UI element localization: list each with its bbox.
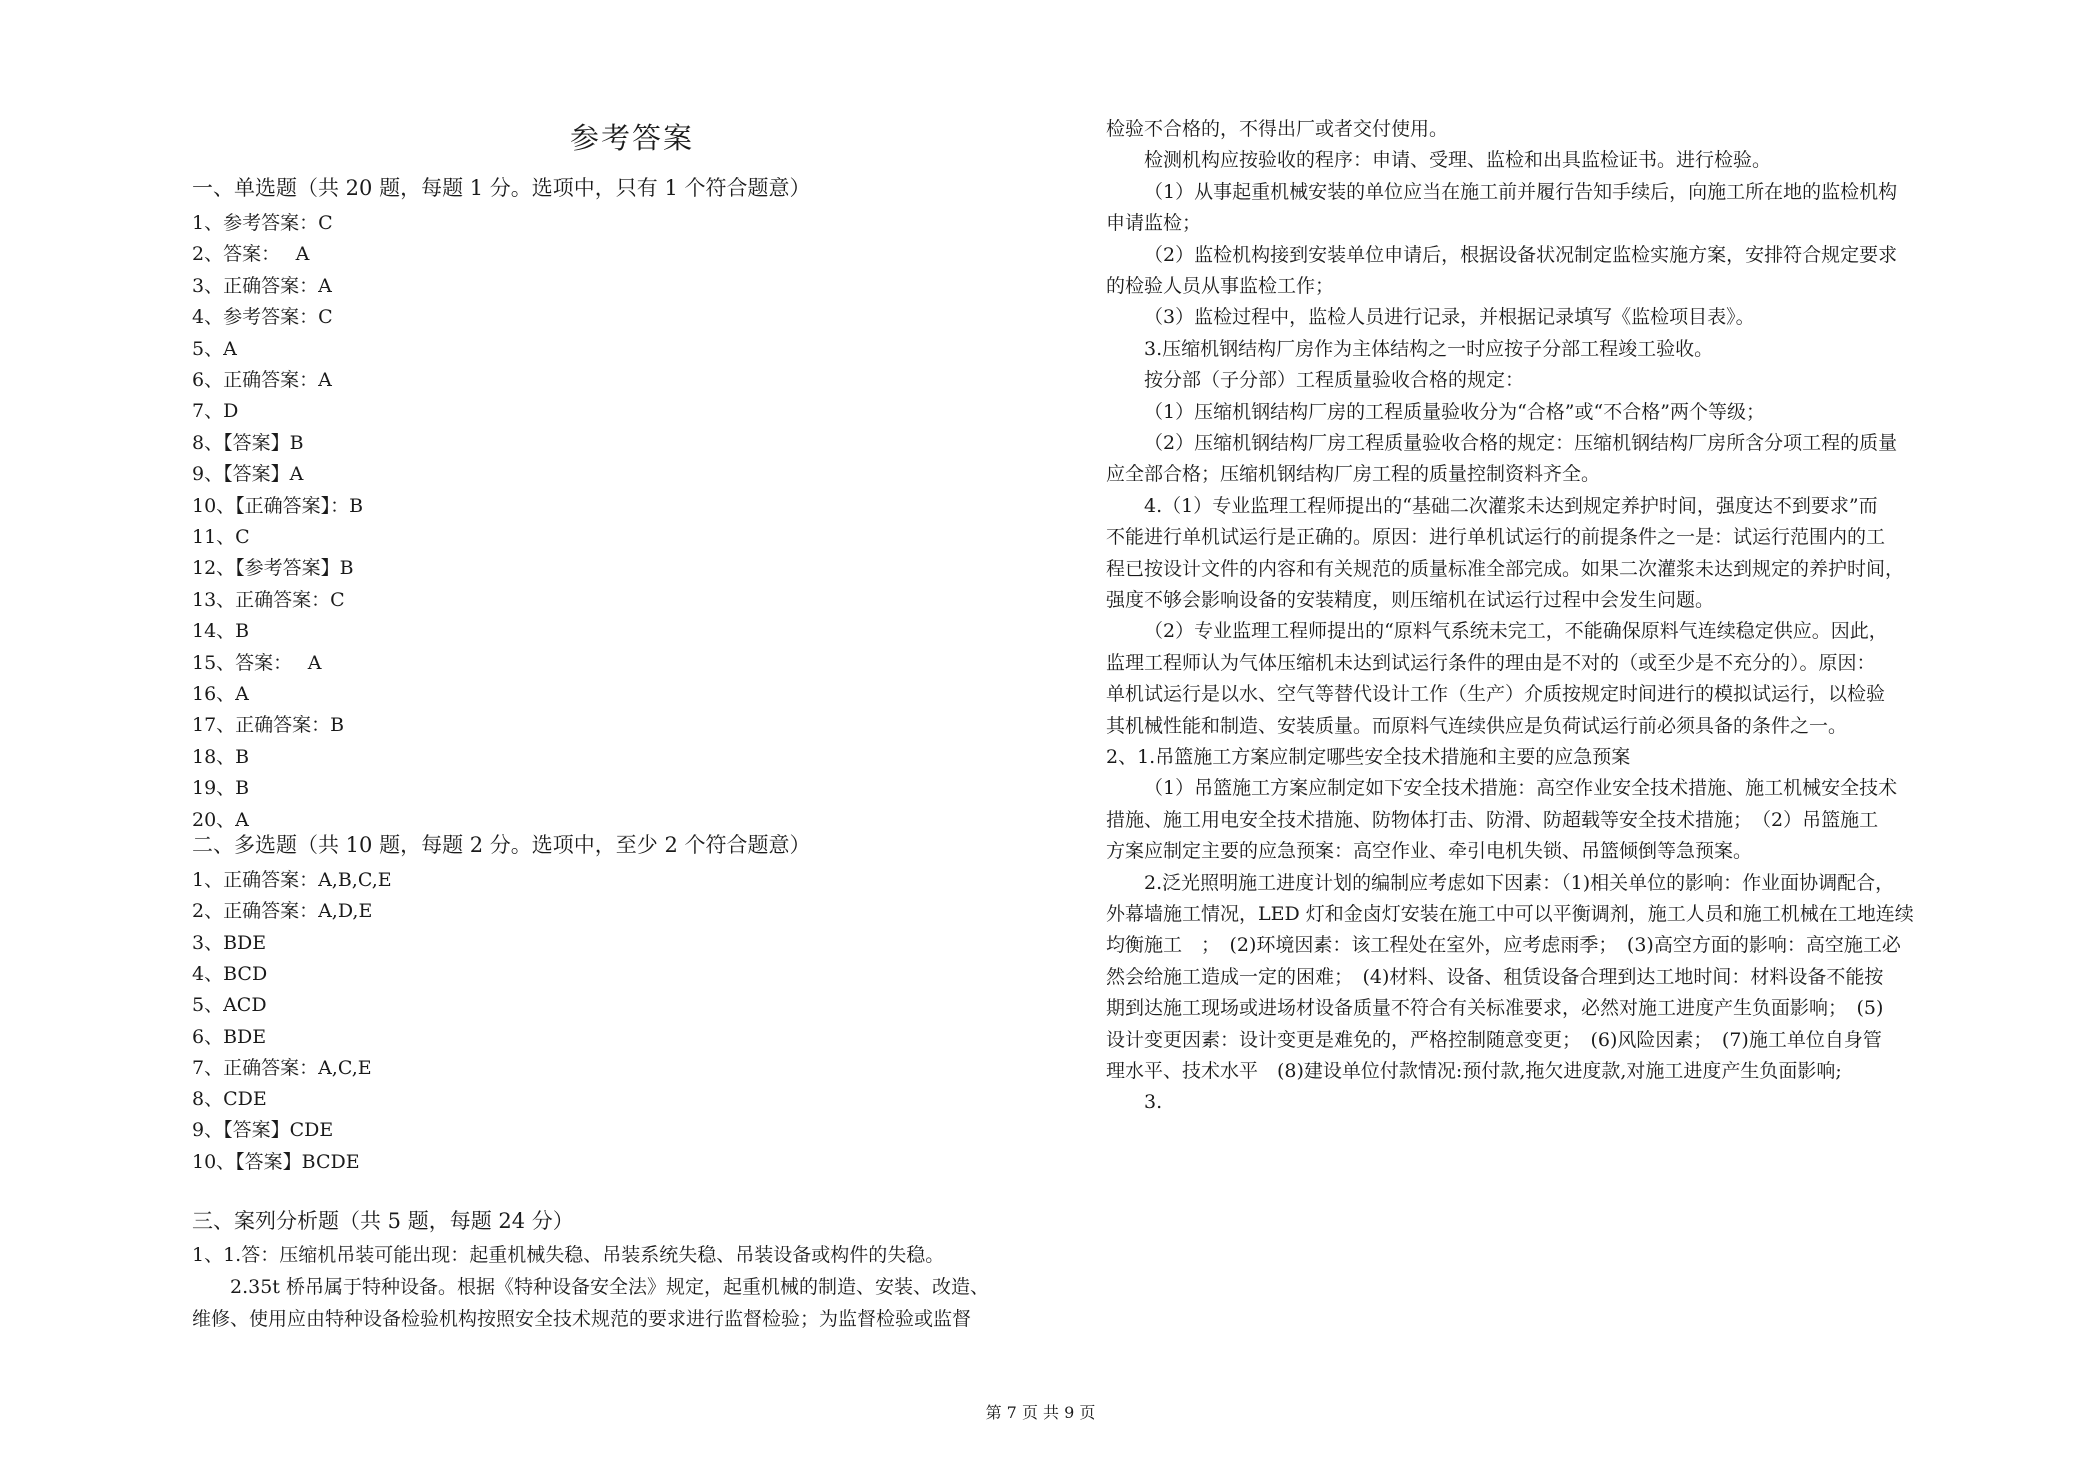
answer-line: 单机试运行是以水、空气等替代设计工作（生产）介质按规定时间进行的模拟试运行，以检验: [1106, 683, 1886, 706]
answer-line: 9、【答案】CDE: [192, 1119, 334, 1142]
answer-line: 10、【正确答案】：B: [192, 494, 364, 517]
section-heading-multiple-choice: 二、多选题（共 10 题，每题 2 分。选项中，至少 2 个符合题意）: [192, 833, 811, 857]
answer-line: 2、正确答案：A,D,E: [192, 900, 373, 923]
case-line: 维修、使用应由特种设备检验机构按照安全技术规范的要求进行监督检验；为监督检验或监督: [192, 1308, 972, 1330]
answer-line: 措施、施工用电安全技术措施、防物体打击、防滑、防超载等安全技术措施； （2）吊篮施工: [1106, 808, 1879, 831]
answer-line: 1、正确答案：A,B,C,E: [192, 869, 392, 891]
answer-line: 按分部（子分部）工程质量验收合格的规定：: [1144, 369, 1525, 392]
answer-line: 监理工程师认为气体压缩机未达到试运行条件的理由是不对的（或至少是不充分的）。原因：: [1106, 651, 1876, 674]
answer-line: 均衡施工 ； (2)环境因素：该工程处在室外，应考虑雨季； (3)高空方面的影响：高空施工必: [1106, 934, 1901, 957]
answer-line: 3、正确答案：A: [192, 274, 332, 297]
answer-line: 应全部合格；压缩机钢结构厂房工程的质量控制资料齐全。: [1106, 463, 1601, 486]
answer-line: 1、参考答案：C: [192, 212, 333, 234]
page-footer: 第 7 页 共 9 页: [985, 1403, 1096, 1422]
answer-line: 外幕墙施工情况，LED 灯和金卤灯安装在施工中可以平衡调剂，施工人员和施工机械在工地连续: [1106, 903, 1914, 925]
answer-line: 7、D: [192, 400, 239, 423]
answer-line: （1）压缩机钢结构厂房的工程质量验收分为“合格”或“不合格”两个等级；: [1144, 400, 1765, 423]
section-heading-single-choice: 一、单选题（共 20 题，每题 1 分。选项中，只有 1 个符合题意）: [192, 176, 811, 200]
answer-line: 13、正确答案：C: [192, 588, 345, 611]
answer-line: 期到达施工现场或进场材设备质量不符合有关标准要求，必然对施工进度产生负面影响； (5): [1106, 997, 1884, 1020]
answer-line: 其机械性能和制造、安装质量。而原料气连续供应是负荷试运行前必须具备的条件之一。: [1106, 714, 1848, 737]
answer-line: 14、B: [192, 620, 250, 643]
answer-line: （2）压缩机钢结构厂房工程质量验收合格的规定：压缩机钢结构厂房所含分项工程的质量: [1144, 432, 1898, 454]
answer-line: 3.: [1144, 1091, 1163, 1114]
section-heading-case-analysis: 三、案列分析题（共 5 题，每题 24 分）: [192, 1209, 574, 1233]
answer-line: 10、【答案】BCDE: [192, 1150, 360, 1173]
answer-line: （1）吊篮施工方案应制定如下安全技术措施：高空作业安全技术措施、施工机械安全技术: [1144, 777, 1898, 800]
answer-line: 理水平、技术水平 (8)建设单位付款情况:预付款,拖欠进度款,对施工进度产生负面影响;: [1106, 1060, 1842, 1082]
answer-line: 程已按设计文件的内容和有关规范的质量标准全部完成。如果二次灌浆未达到规定的养护时间，: [1106, 557, 1905, 580]
answer-line: 4.（1）专业监理工程师提出的“基础二次灌浆未达到规定养护时间，强度达不到要求”而: [1144, 494, 1878, 517]
answer-line: 的检验人员从事监检工作；: [1106, 275, 1335, 297]
answer-line: 检测机构应按验收的程序：申请、受理、监检和出具监检证书。进行检验。: [1144, 149, 1772, 172]
answer-line: 4、参考答案：C: [192, 306, 333, 329]
case-line: 2.35t 桥吊属于特种设备。根据《特种设备安全法》规定，起重机械的制造、安装、改造、: [230, 1276, 989, 1298]
answer-line: 申请监检；: [1106, 212, 1202, 235]
answer-line: 4、BCD: [192, 962, 268, 985]
case-line: 1、1.答：压缩机吊装可能出现：起重机械失稳、吊装系统失稳、吊装设备或构件的失稳。: [192, 1244, 945, 1266]
answer-line: 11、C: [192, 526, 250, 548]
answer-line: 然会给施工造成一定的困难； (4)材料、设备、租赁设备合理到达工地时间：材料设备不能按: [1106, 965, 1884, 988]
answer-line: 5、ACD: [192, 994, 267, 1017]
answer-line: 20、A: [192, 808, 249, 831]
answer-line: 不能进行单机试运行是正确的。原因：进行单机试运行的前提条件之一是：试运行范围内的工: [1106, 526, 1886, 549]
answer-line: 18、B: [192, 745, 250, 768]
answer-line: 6、BDE: [192, 1025, 267, 1048]
page-title: 参考答案: [570, 121, 695, 155]
answer-line: （3）监检过程中，监检人员进行记录，并根据记录填写《监检项目表》。: [1144, 306, 1755, 329]
answer-line: 3.压缩机钢结构厂房作为主体结构之一时应按子分部工程竣工验收。: [1144, 337, 1714, 360]
answer-line: 3、BDE: [192, 931, 267, 954]
answer-line: 2.泛光照明施工进度计划的编制应考虑如下因素：（1)相关单位的影响：作业面协调配合，: [1144, 871, 1895, 894]
answer-line: 方案应制定主要的应急预案：高空作业、牵引电机失锁、吊篮倾倒等急预案。: [1106, 840, 1753, 863]
answer-line: 7、正确答案：A,C,E: [192, 1056, 372, 1079]
answer-line: （2）监检机构接到安装单位申请后，根据设备状况制定监检实施方案，安排符合规定要求: [1144, 243, 1898, 266]
answer-line: （2）专业监理工程师提出的“原料气系统未完工，不能确保原料气连续稳定供应。因此，: [1144, 620, 1888, 643]
answer-line: 15、答案： A: [192, 651, 322, 674]
answer-line: 16、A: [192, 683, 249, 705]
answer-line: 17、正确答案：B: [192, 714, 345, 737]
answer-line: 9、【答案】A: [192, 463, 304, 486]
answer-line: 8、【答案】B: [192, 431, 304, 454]
answer-line: 2、答案： A: [192, 243, 310, 266]
answer-line: 2、1.吊篮施工方案应制定哪些安全技术措施和主要的应急预案: [1106, 746, 1631, 768]
answer-line: 强度不够会影响设备的安装精度，则压缩机在试运行过程中会发生问题。: [1106, 589, 1715, 611]
answer-line: 5、A: [192, 337, 237, 360]
answer-line: 8、CDE: [192, 1088, 267, 1111]
answer-line: 6、正确答案：A: [192, 369, 332, 391]
answer-line: 19、B: [192, 777, 250, 800]
answer-line: 检验不合格的，不得出厂或者交付使用。: [1106, 118, 1449, 140]
answer-line: （1）从事起重机械安装的单位应当在施工前并履行告知手续后，向施工所在地的监检机构: [1144, 180, 1898, 203]
answer-line: 设计变更因素：设计变更是难免的，严格控制随意变更； (6)风险因素； (7)施工单位自身管: [1106, 1028, 1882, 1051]
answer-line: 12、【参考答案】B: [192, 557, 354, 580]
